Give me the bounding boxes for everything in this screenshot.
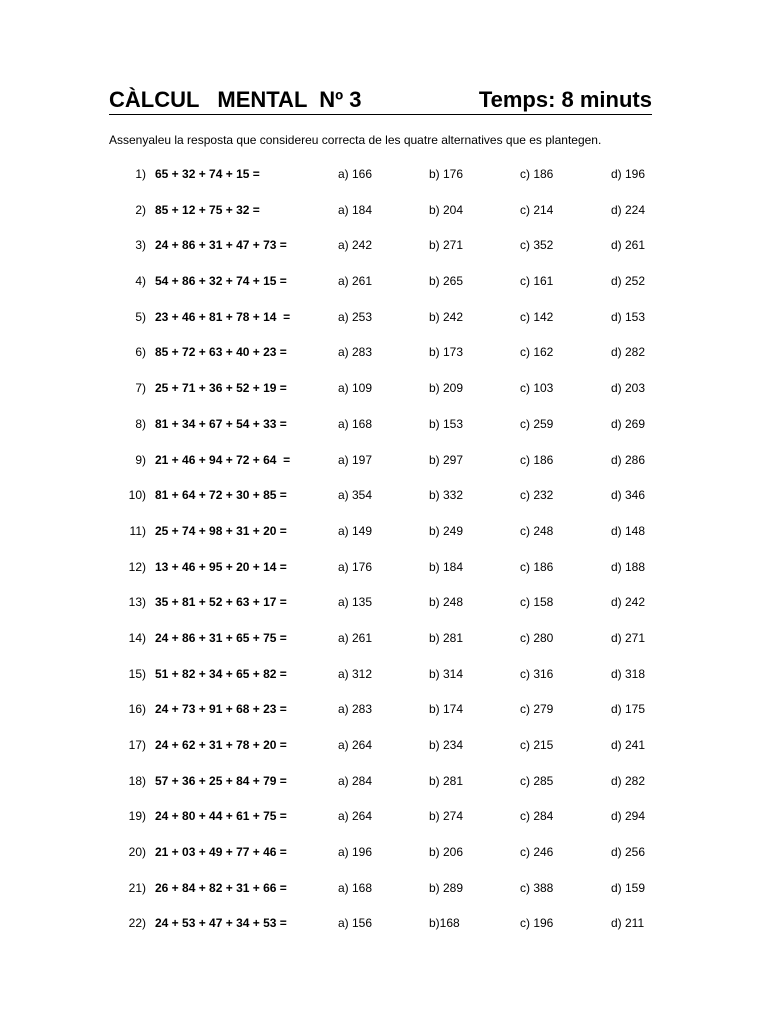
exercise-expression: 65 + 32 + 74 + 15 = [155, 167, 260, 181]
option-b[interactable]: b) 249 [429, 523, 464, 538]
option-b[interactable]: b) 274 [429, 809, 464, 824]
option-d[interactable]: d) 271 [611, 630, 646, 645]
exercise-number: 8) [135, 416, 146, 431]
exercise-expression: 21 + 46 + 94 + 72 + 64 = [155, 452, 291, 467]
option-d[interactable]: d) 188 [611, 559, 646, 574]
exercise-row [0, 592, 768, 628]
exercise-row [0, 878, 768, 914]
option-b[interactable]: b) 206 [429, 845, 464, 860]
exercise-row [0, 450, 768, 486]
option-b[interactable]: b) 234 [429, 738, 464, 752]
option-a[interactable]: a) 283 [338, 702, 373, 717]
exercise-expression: 51 + 82 + 34 + 65 + 82 = [155, 666, 287, 681]
option-b[interactable]: b) 332 [429, 488, 464, 503]
exercise-number: 14) [128, 630, 146, 645]
option-a[interactable]: a) 184 [338, 202, 373, 217]
option-b[interactable]: b) 176 [429, 167, 464, 181]
option-a[interactable]: a) 283 [338, 345, 373, 360]
option-c[interactable]: c) 142 [520, 309, 554, 324]
option-c[interactable]: c) 284 [520, 809, 554, 824]
exercise-number: 17) [128, 738, 146, 752]
option-d[interactable]: d) 211 [611, 916, 645, 931]
option-a[interactable]: a) 261 [338, 630, 373, 645]
option-c[interactable]: c) 214 [520, 202, 554, 217]
option-c[interactable]: c) 248 [520, 523, 554, 538]
option-b[interactable]: b) 184 [429, 559, 464, 574]
option-c[interactable]: c) 186 [520, 559, 554, 574]
option-c[interactable]: c) 232 [520, 488, 554, 503]
exercise-row [0, 485, 768, 521]
option-c[interactable]: c) 246 [520, 845, 554, 860]
exercise-expression: 21 + 03 + 49 + 77 + 46 = [155, 845, 287, 860]
option-d[interactable]: d) 242 [611, 595, 646, 610]
exercise-expression: 25 + 71 + 36 + 52 + 19 = [155, 381, 287, 396]
option-d[interactable]: d) 286 [611, 452, 646, 467]
option-a[interactable]: a) 168 [338, 416, 373, 431]
exercise-expression: 25 + 74 + 98 + 31 + 20 = [155, 523, 287, 538]
exercise-number: 19) [128, 809, 146, 824]
exercise-expression: 24 + 86 + 31 + 65 + 75 = [155, 630, 287, 645]
exercise-expression: 24 + 53 + 47 + 34 + 53 = [155, 916, 287, 931]
exercise-number: 2) [135, 202, 146, 217]
exercise-expression: 24 + 62 + 31 + 78 + 20 = [155, 738, 287, 752]
exercise-number: 6) [135, 345, 146, 360]
option-c[interactable]: c) 162 [520, 345, 554, 360]
exercise-expression: 24 + 86 + 31 + 47 + 73 = [155, 238, 287, 253]
option-a[interactable]: a) 261 [338, 274, 373, 289]
option-b[interactable]: b) 271 [429, 238, 464, 253]
exercise-number: 22) [128, 916, 146, 931]
exercise-expression: 85 + 72 + 63 + 40 + 23 = [155, 345, 287, 360]
option-a[interactable]: a) 149 [338, 523, 373, 538]
option-d[interactable]: d) 196 [611, 167, 646, 181]
option-d[interactable]: d) 294 [611, 809, 646, 824]
exercise-expression: 24 + 73 + 91 + 68 + 23 = [155, 702, 287, 717]
exercise-number: 5) [135, 309, 146, 324]
option-d[interactable]: d) 346 [611, 488, 646, 503]
option-d[interactable]: d) 159 [611, 880, 646, 895]
option-c[interactable]: c) 186 [520, 452, 554, 467]
option-b[interactable]: b) 173 [429, 345, 464, 360]
option-b[interactable]: b) 248 [429, 595, 464, 610]
exercise-row [0, 842, 768, 878]
option-a[interactable]: a) 109 [338, 381, 373, 396]
option-b[interactable]: b)168 [429, 916, 460, 931]
option-d[interactable]: d) 269 [611, 416, 646, 431]
option-a[interactable]: a) 264 [338, 738, 373, 752]
exercise-row [0, 771, 768, 807]
exercise-row [0, 664, 768, 700]
exercise-row [0, 342, 768, 378]
option-b[interactable]: b) 314 [429, 666, 464, 681]
exercise-row [0, 164, 768, 200]
exercise-expression: 81 + 64 + 72 + 30 + 85 = [155, 488, 287, 503]
option-d[interactable]: d) 224 [611, 202, 646, 217]
option-c[interactable]: c) 103 [520, 381, 554, 396]
option-d[interactable]: d) 282 [611, 345, 646, 360]
instructions-text: Assenyaleu la resposta que considereu correcta de les quatre alternatives que es plantegen. [109, 133, 602, 147]
exercise-row [0, 307, 768, 343]
option-a[interactable]: a) 264 [338, 809, 373, 824]
option-d[interactable]: d) 261 [611, 238, 646, 253]
exercise-row [0, 414, 768, 450]
option-b[interactable]: b) 153 [429, 416, 464, 431]
worksheet-title: CÀLCUL MENTAL Nº 3 [109, 87, 362, 112]
option-d[interactable]: d) 175 [611, 702, 646, 717]
option-a[interactable]: a) 242 [338, 238, 373, 253]
exercise-row [0, 557, 768, 593]
option-d[interactable]: d) 148 [611, 523, 646, 538]
exercise-expression: 13 + 46 + 95 + 20 + 14 = [155, 559, 287, 574]
option-a[interactable]: a) 312 [338, 666, 373, 681]
exercise-row [0, 735, 768, 771]
exercise-row [0, 235, 768, 271]
option-a[interactable]: a) 284 [338, 773, 373, 788]
exercise-expression: 81 + 34 + 67 + 54 + 33 = [155, 416, 287, 431]
option-c[interactable]: c) 259 [520, 416, 554, 431]
option-b[interactable]: b) 281 [429, 773, 464, 788]
exercise-expression: 35 + 81 + 52 + 63 + 17 = [155, 595, 287, 610]
option-d[interactable]: d) 153 [611, 309, 646, 324]
exercise-expression: 26 + 84 + 82 + 31 + 66 = [155, 880, 287, 895]
option-d[interactable]: d) 282 [611, 773, 646, 788]
option-b[interactable]: b) 242 [429, 309, 464, 324]
exercise-expression: 54 + 86 + 32 + 74 + 15 = [155, 274, 287, 289]
option-c[interactable]: c) 279 [520, 702, 554, 717]
exercise-number: 1) [135, 167, 146, 181]
exercise-number: 10) [128, 488, 146, 503]
option-c[interactable]: c) 285 [520, 773, 554, 788]
option-c[interactable]: c) 186 [520, 167, 554, 181]
exercise-number: 11) [129, 523, 146, 538]
option-a[interactable]: a) 135 [338, 595, 373, 610]
option-b[interactable]: b) 297 [429, 452, 464, 467]
exercise-number: 4) [135, 274, 146, 289]
exercise-number: 12) [128, 559, 146, 574]
option-c[interactable]: c) 280 [520, 630, 554, 645]
option-b[interactable]: b) 265 [429, 274, 464, 289]
option-c[interactable]: c) 196 [520, 916, 554, 931]
exercise-number: 21) [128, 880, 146, 895]
option-c[interactable]: c) 161 [520, 274, 554, 289]
option-a[interactable]: a) 168 [338, 880, 373, 895]
option-a[interactable]: a) 156 [338, 916, 373, 931]
exercise-row [0, 913, 768, 949]
option-c[interactable]: c) 352 [520, 238, 554, 253]
exercise-row [0, 521, 768, 557]
option-a[interactable]: a) 196 [338, 845, 373, 860]
exercise-number: 13) [128, 595, 146, 610]
exercise-expression: 23 + 46 + 81 + 78 + 14 = [155, 309, 291, 324]
option-c[interactable]: c) 158 [520, 595, 554, 610]
option-b[interactable]: b) 281 [429, 630, 464, 645]
option-b[interactable]: b) 204 [429, 202, 464, 217]
exercise-number: 3) [135, 238, 146, 253]
option-d[interactable]: d) 203 [611, 381, 646, 396]
exercise-row [0, 271, 768, 307]
option-a[interactable]: a) 354 [338, 488, 373, 503]
option-a[interactable]: a) 176 [338, 559, 373, 574]
exercise-row [0, 699, 768, 735]
exercise-number: 18) [128, 773, 146, 788]
exercise-row [0, 628, 768, 664]
exercise-row [0, 200, 768, 236]
exercise-number: 15) [128, 666, 146, 681]
option-c[interactable]: c) 215 [520, 738, 554, 752]
exercise-number: 20) [128, 845, 146, 860]
option-c[interactable]: c) 316 [520, 666, 554, 681]
option-d[interactable]: d) 256 [611, 845, 646, 860]
option-d[interactable]: d) 318 [611, 666, 646, 681]
time-limit: Temps: 8 minuts [478, 87, 652, 112]
exercise-expression: 85 + 12 + 75 + 32 = [155, 202, 260, 217]
option-a[interactable]: a) 166 [338, 167, 373, 181]
option-a[interactable]: a) 253 [338, 309, 373, 324]
option-b[interactable]: b) 209 [429, 381, 464, 396]
exercise-row [0, 378, 768, 414]
option-b[interactable]: b) 174 [429, 702, 464, 717]
worksheet-header [109, 86, 652, 115]
exercise-row [0, 806, 768, 842]
option-d[interactable]: d) 252 [611, 274, 646, 289]
option-c[interactable]: c) 388 [520, 880, 554, 895]
exercise-number: 9) [135, 452, 146, 467]
option-b[interactable]: b) 289 [429, 880, 464, 895]
option-a[interactable]: a) 197 [338, 452, 373, 467]
exercise-number: 16) [128, 702, 146, 717]
exercise-list [0, 164, 768, 949]
option-d[interactable]: d) 241 [611, 738, 646, 752]
exercise-expression: 57 + 36 + 25 + 84 + 79 = [155, 773, 287, 788]
exercise-number: 7) [135, 381, 146, 396]
exercise-expression: 24 + 80 + 44 + 61 + 75 = [155, 809, 287, 824]
